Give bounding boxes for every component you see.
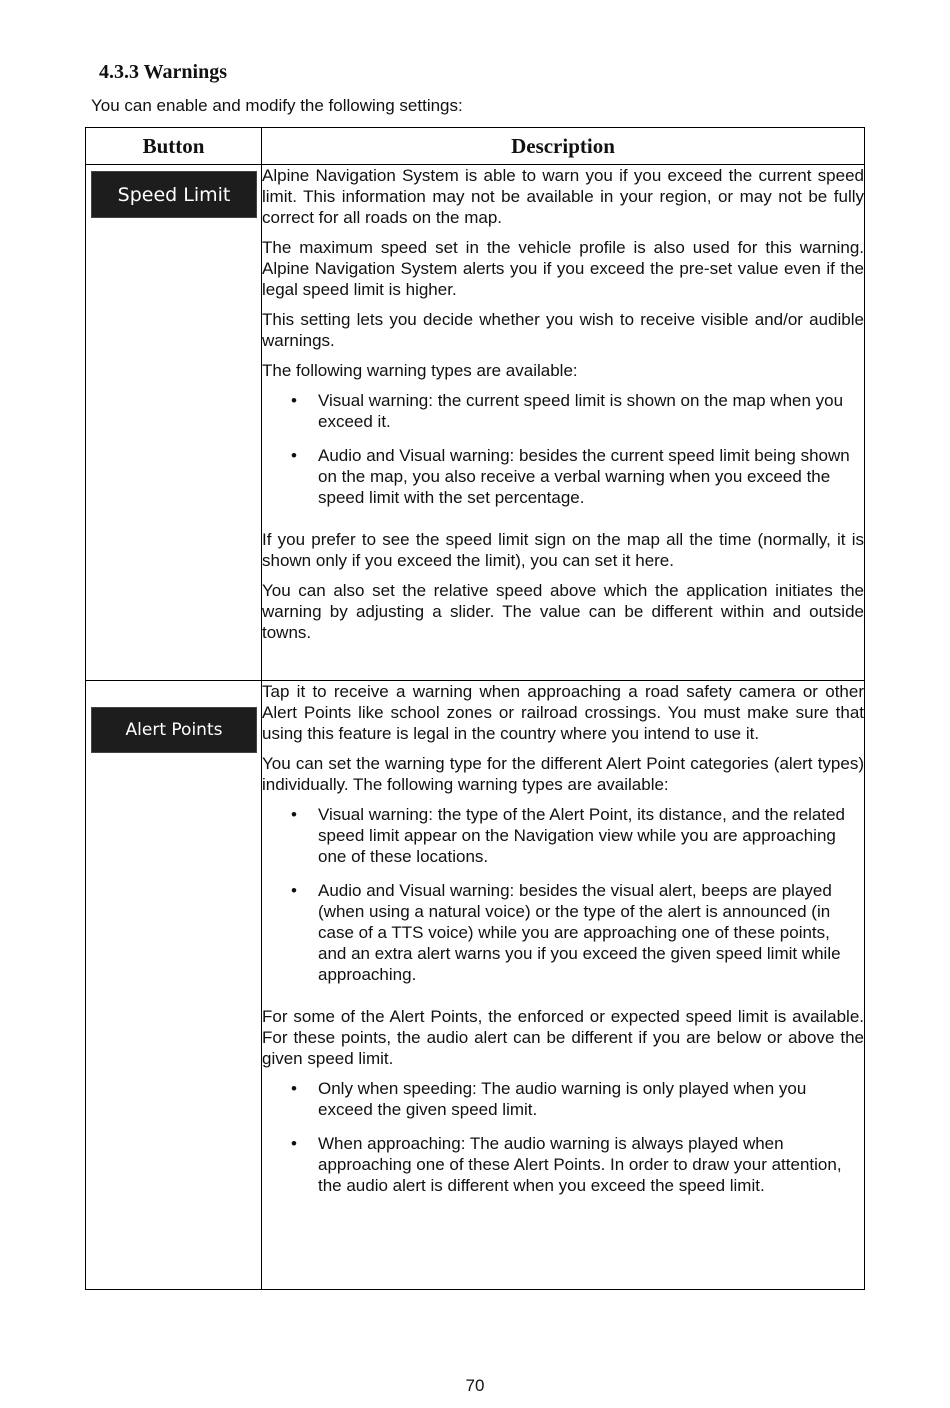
alert-points-button[interactable]: Alert Points	[91, 707, 257, 753]
table-header-row	[86, 128, 865, 165]
description-cell	[262, 681, 865, 1290]
paragraph: The maximum speed set in the vehicle profile is also used for this warning. Alpine Navigation System alerts you if you exceed the pre-set value even if the legal speed limit is higher.	[262, 238, 864, 299]
button-cell	[86, 681, 262, 1290]
intro-text: You can enable and modify the following settings:	[91, 96, 463, 115]
bullet-icon: •	[291, 1079, 297, 1098]
page-number: 70	[465, 1376, 485, 1395]
paragraph: Alpine Navigation System is able to warn you if you exceed the current speed limit. This information may not be available in your region, or may not be fully correct for all roads on the map.	[262, 166, 864, 227]
bullet-list	[262, 804, 864, 985]
settings-table	[85, 127, 865, 1290]
list-item	[262, 804, 864, 867]
list-item-text: Only when speeding: The audio warning is only played when you exceed the given speed limit.	[318, 1079, 807, 1119]
paragraph: For some of the Alert Points, the enforced or expected speed limit is available. For these points, the audio alert can be different if you are below or above the given speed limit.	[262, 1007, 864, 1068]
list-item	[262, 445, 864, 508]
bullet-list	[262, 1078, 864, 1196]
paragraph: This setting lets you decide whether you wish to receive visible and/or audible warnings.	[262, 310, 864, 350]
description-cell	[262, 165, 865, 681]
speed-limit-button[interactable]: Speed Limit	[91, 171, 257, 218]
paragraph: You can set the warning type for the different Alert Point categories (alert types) individually. The following warning types are available:	[262, 754, 864, 794]
list-item-text: Visual warning: the type of the Alert Point, its distance, and the related speed limit appear on the Navigation view while you are approaching one of these locations.	[318, 805, 846, 866]
bullet-icon: •	[291, 446, 297, 465]
list-item-text: Audio and Visual warning: besides the visual alert, beeps are played (when using a natural voice) or the type of the alert is announced (in case of a TTS voice) while you are approaching one of these points, and an extra alert warns you if you exceed the given speed limit while approaching.	[318, 881, 841, 984]
list-item	[262, 390, 864, 432]
paragraph: If you prefer to see the speed limit sign on the map all the time (normally, it is shown only if you exceed the limit), you can set it here.	[262, 530, 864, 570]
bullet-icon: •	[291, 1134, 297, 1153]
list-item	[262, 880, 864, 985]
list-item-text: Audio and Visual warning: besides the current speed limit being shown on the map, you also receive a verbal warning when you exceed the speed limit with the set percentage.	[318, 446, 850, 507]
table-row	[86, 165, 865, 681]
bullet-icon: •	[291, 805, 297, 824]
header-description: Description	[262, 128, 865, 165]
bullet-icon: •	[291, 391, 297, 410]
header-button: Button	[86, 128, 262, 165]
paragraph: You can also set the relative speed above which the application initiates the warning by adjusting a slider. The value can be different within and outside towns.	[262, 581, 864, 642]
bullet-icon: •	[291, 881, 297, 900]
section-title: 4.3.3 Warnings	[99, 61, 227, 83]
list-item-text: Visual warning: the current speed limit is shown on the map when you exceed it.	[318, 391, 844, 431]
bullet-list	[262, 390, 864, 508]
list-item-text: When approaching: The audio warning is always played when approaching one of these Alert Points. In order to draw your attention, the audio alert is different when you exceed the speed limit.	[318, 1134, 842, 1195]
paragraph: The following warning types are available:	[262, 361, 578, 380]
button-cell	[86, 165, 262, 681]
table-row	[86, 681, 865, 1290]
list-item	[262, 1133, 864, 1196]
paragraph: Tap it to receive a warning when approaching a road safety camera or other Alert Points like school zones or railroad crossings. You must make sure that using this feature is legal in the country where you intend to use it.	[262, 682, 864, 743]
list-item	[262, 1078, 864, 1120]
